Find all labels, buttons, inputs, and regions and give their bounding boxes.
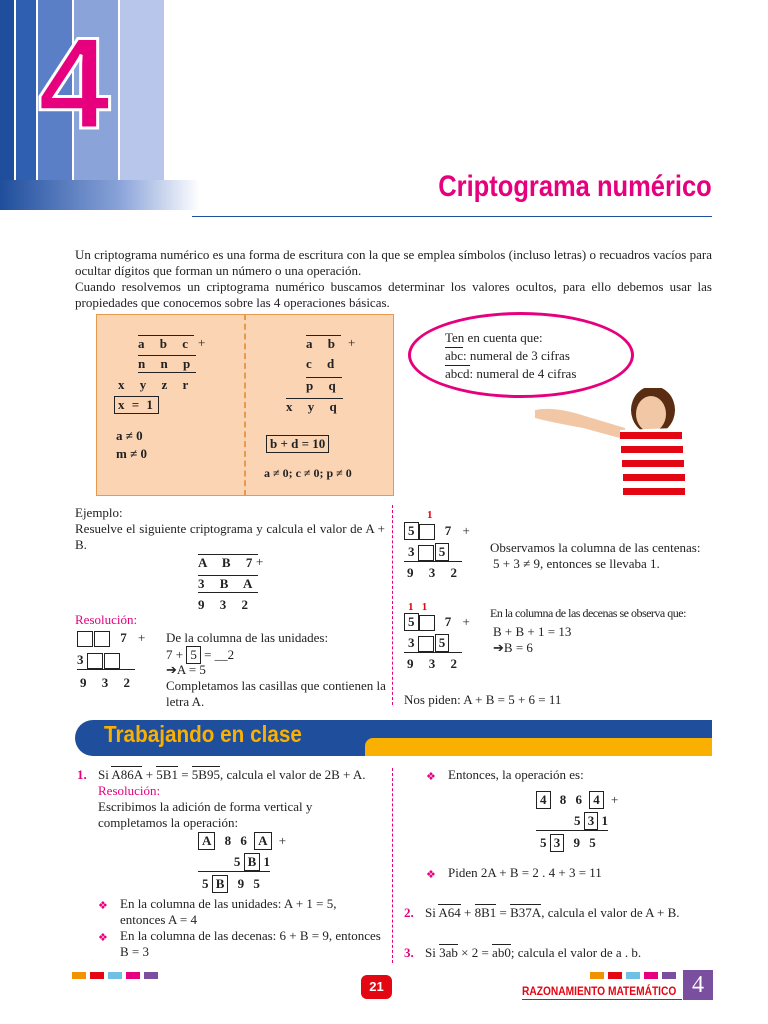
resolution-row1 — [77, 630, 145, 647]
resolution-label: Resolución: — [75, 612, 138, 627]
block2-row1 — [404, 613, 470, 631]
header-stripe-1 — [0, 0, 14, 180]
numeral: A64 — [438, 905, 461, 920]
column-divider-top — [392, 505, 393, 705]
step-4: Completamos las casillas que contienen la letra A. — [166, 678, 386, 709]
digit-seven: 7 — [120, 630, 127, 645]
header-bar — [0, 180, 200, 210]
boxed-digit: 5 — [435, 634, 450, 652]
box-right-row3: p q — [306, 378, 342, 393]
empty-box — [419, 524, 435, 540]
text: Si — [425, 945, 440, 960]
chapter-number: 4 — [38, 10, 109, 156]
boxed-digit: A — [198, 832, 215, 850]
boxed-digit: 3 — [550, 834, 565, 852]
digit: 5 — [233, 854, 241, 869]
boxed-digit: 4 — [589, 791, 604, 809]
cloud-line-2 — [445, 348, 570, 364]
text: ; calcula el valor de a . b. — [510, 945, 642, 960]
numeral: B37A — [510, 905, 542, 920]
footer-color-square — [90, 972, 104, 979]
box-right-eq: b + d = 10 — [266, 435, 329, 453]
plus-sign: + — [462, 614, 470, 629]
digit: 9 — [573, 835, 580, 850]
header-stripe-2 — [16, 0, 36, 180]
diamond-bullet-icon: ❖ — [98, 932, 108, 944]
block2-sum: 9 3 2 — [407, 656, 463, 671]
r-op-row1 — [536, 791, 618, 809]
block1-row2 — [404, 543, 462, 562]
carry-2: 1 1 — [408, 601, 428, 613]
empty-box — [419, 615, 435, 631]
plus-sign: + — [278, 833, 287, 848]
example-row3: 9 3 2 — [198, 597, 254, 612]
diamond-bullet-icon: ❖ — [426, 771, 436, 783]
boxed-digit: B — [212, 875, 229, 893]
example-label: Ejemplo: — [75, 505, 123, 520]
footer-grade: 4 — [683, 970, 713, 1000]
arrow-right-icon: ➔ — [493, 640, 504, 655]
plus-sign: + — [462, 523, 470, 538]
box-left-row3: x y z r — [118, 377, 195, 392]
cloud-line-2-text: : numeral de 3 cifras — [463, 348, 570, 363]
digit: 5 — [202, 876, 209, 891]
footer-color-square — [644, 972, 658, 979]
digit-three: 3 — [77, 652, 84, 667]
footer-color-square — [144, 972, 158, 979]
text: , calcula el valor de A + B. — [541, 905, 680, 920]
cloud-abc: abc — [445, 348, 464, 363]
numeral: 5B1 — [156, 767, 178, 782]
page-number: 21 — [361, 975, 392, 999]
footer-color-square — [72, 972, 86, 979]
text: = — [177, 767, 192, 782]
digit: 5 — [540, 835, 547, 850]
p1-op-row1 — [198, 832, 286, 850]
boxed-digit: 4 — [536, 791, 551, 809]
box-right-plus: + — [348, 335, 356, 350]
numeral: ab0 — [492, 945, 511, 960]
text: + — [460, 905, 475, 920]
observation-2: En la columna de las decenas se observa que: — [490, 606, 686, 620]
boxed-digit: A — [254, 832, 271, 850]
text: Si — [98, 767, 112, 782]
box-right-row4: x y q — [286, 399, 343, 414]
footer-color-square — [590, 972, 604, 979]
r-op-row3 — [540, 834, 596, 852]
numeral: 3ab — [439, 945, 458, 960]
r-bullet-2-text: Piden 2A + B = 2 . 4 + 3 = 11 — [448, 865, 602, 880]
box-left-row2: n n p — [138, 356, 197, 371]
digit: 7 — [444, 523, 452, 538]
header-stripe-5 — [120, 0, 164, 180]
text: Si — [425, 905, 439, 920]
section-banner-accent — [365, 738, 712, 756]
cloud-line-3 — [445, 366, 576, 382]
p1-bullet-2-text: En la columna de las decenas: 6 + B = 9, entonces B = 3 — [120, 928, 381, 959]
observation-1b: 5 + 3 ≠ 9, entonces se llevaba 1. — [493, 556, 660, 571]
box-right-row2: c d — [306, 356, 341, 371]
block1-sum: 9 3 2 — [407, 565, 463, 580]
step-2-c: = __2 — [200, 647, 235, 662]
digit: 6 — [240, 833, 247, 848]
text: , calcula el valor de 2B + A. — [219, 767, 366, 782]
text: × 2 = — [457, 945, 493, 960]
boxed-digit: 3 — [584, 812, 599, 830]
diamond-bullet-icon: ❖ — [426, 869, 436, 881]
step-2-a: 7 + — [166, 647, 187, 662]
p1-op-row3 — [202, 875, 260, 893]
page-title: Criptograma numérico — [438, 170, 712, 203]
box-left-cond1: a ≠ 0 — [116, 428, 143, 443]
step-3-text: A = 5 — [176, 662, 206, 677]
problem-1-statement — [98, 767, 366, 783]
boxed-digit: 5 — [404, 522, 419, 540]
text: = — [496, 905, 511, 920]
digit: 5 — [589, 835, 596, 850]
problem-2-number: 2. — [404, 905, 414, 920]
cloud-line-3-text: : numeral de 4 cifras — [469, 366, 577, 381]
observation-2b: B + B + 1 = 13 — [493, 624, 572, 639]
digit: 3 — [408, 635, 415, 650]
digit: 6 — [575, 792, 582, 807]
empty-box — [87, 653, 103, 669]
r-op-row2 — [536, 812, 608, 831]
text: + — [142, 767, 157, 782]
footer-rule — [522, 999, 682, 1000]
boxed-digit: B — [244, 853, 261, 871]
block1-row1 — [404, 522, 470, 540]
problem-1-resolution-label: Resolución: — [98, 783, 161, 798]
digit: 5 — [574, 813, 581, 828]
footer-color-square — [662, 972, 676, 979]
problem-3-statement — [425, 945, 641, 961]
example-plus: + — [256, 554, 264, 569]
problem-1-number: 1. — [77, 767, 87, 782]
footer-subject: RAZONAMIENTO MATEMÁTICO — [522, 984, 677, 998]
plus-sign: + — [138, 630, 146, 645]
numeral: 5B95 — [191, 767, 220, 782]
p1-op-row2 — [198, 853, 270, 872]
observation-1: Observamos la columna de las centenas: — [490, 540, 701, 555]
box-left-plus: + — [198, 335, 206, 350]
girl-pointing-illustration — [535, 388, 690, 498]
problem-3-number: 3. — [404, 945, 414, 960]
section-title: Trabajando en clase — [104, 721, 302, 747]
block2-row2 — [404, 634, 462, 653]
nos-piden: Nos piden: A + B = 5 + 6 = 11 — [404, 692, 562, 707]
box-left-cond2: m ≠ 0 — [116, 446, 147, 461]
empty-box — [104, 653, 120, 669]
empty-box — [77, 631, 93, 647]
empty-box — [418, 636, 434, 652]
title-rule — [192, 216, 712, 217]
digit: 8 — [559, 792, 567, 807]
footer-color-square — [608, 972, 622, 979]
column-divider-bottom — [392, 768, 393, 963]
step-2-box: 5 — [186, 646, 201, 664]
empty-box — [94, 631, 110, 647]
digit: 1 — [601, 813, 608, 828]
footer-color-square — [626, 972, 640, 979]
arrow-right-icon: ➔ — [166, 662, 177, 677]
intro-paragraph-2: Cuando resolvemos un criptograma numérico buscamos determinar los valores ocultos, para ello debemos usar las propiedades que conocemos sobre las 4 operaciones básicas. — [75, 279, 712, 310]
r-bullet-1-text: Entonces, la operación es: — [448, 767, 584, 782]
p1-bullet-1 — [98, 897, 108, 913]
observation-2c-text: B = 6 — [503, 640, 533, 655]
plus-sign: + — [611, 792, 619, 807]
observation-2c — [493, 640, 533, 656]
digit: 7 — [444, 614, 452, 629]
numeral: A86A — [111, 767, 143, 782]
example-row2: 3 B A — [198, 576, 259, 591]
box-left-row1: a b c — [138, 336, 194, 351]
problem-1-description: Escribimos la adición de forma vertical y completamos la operación: — [98, 799, 313, 830]
boxed-digit: 5 — [404, 613, 419, 631]
p1-bullet-2 — [98, 929, 108, 945]
p1-bullet-1-text: En la columna de las unidades: A + 1 = 5, entonces A = 4 — [120, 896, 337, 927]
numeral: 8B1 — [474, 905, 497, 920]
intro-paragraph-1: Un criptograma numérico es una forma de escritura con la que se emplea símbolos (incluso letras) o recuadros vacíos para ocultar dígitos que forman un número o una operación. — [75, 247, 712, 278]
resolution-row2 — [77, 652, 135, 670]
box-left-eq: x = 1 — [114, 396, 159, 414]
digit: 9 — [237, 876, 245, 891]
resolution-sum: 9 3 2 — [80, 675, 136, 690]
step-1: De la columna de las unidades: — [166, 630, 329, 645]
cloud-title: Ten en cuenta que: — [445, 330, 543, 345]
digit: 3 — [408, 544, 415, 559]
carry-1: 1 — [427, 509, 433, 521]
boxed-digit: 5 — [435, 543, 450, 561]
box-right-cond: a ≠ 0; c ≠ 0; p ≠ 0 — [264, 466, 352, 480]
r-bullet-2 — [426, 866, 436, 882]
step-3 — [166, 662, 206, 678]
box-right-row1: a b — [306, 336, 341, 351]
problem-2-statement — [425, 905, 680, 921]
box-divider — [244, 314, 246, 496]
digit: 1 — [263, 854, 270, 869]
r-bullet-1 — [426, 768, 436, 784]
footer-color-square — [108, 972, 122, 979]
empty-box — [418, 545, 434, 561]
digit: 8 — [224, 833, 232, 848]
footer-color-square — [126, 972, 140, 979]
diamond-bullet-icon: ❖ — [98, 900, 108, 912]
example-text: Resuelve el siguiente criptograma y calcula el valor de A + B. — [75, 521, 385, 552]
digit: 5 — [253, 876, 260, 891]
cloud-abcd: abcd — [445, 366, 470, 381]
example-row1: A B 7 — [198, 555, 259, 570]
